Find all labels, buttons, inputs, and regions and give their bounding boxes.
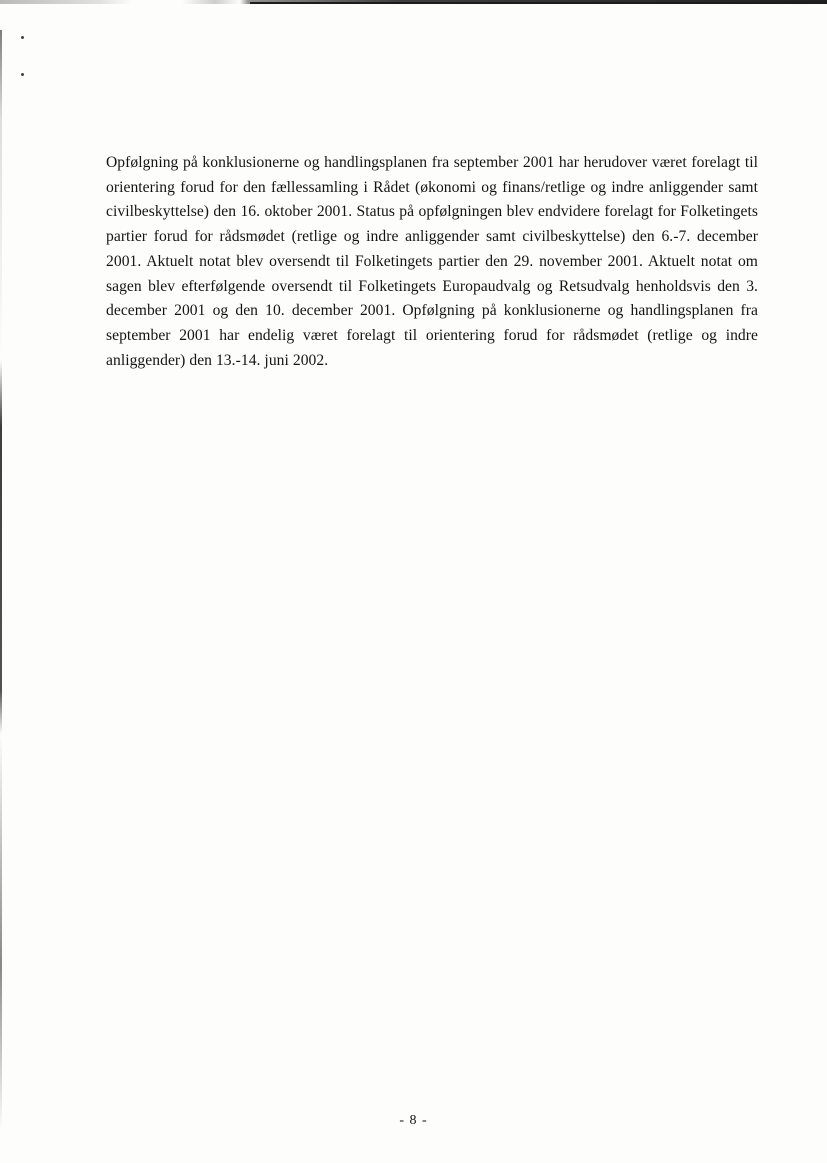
page-number: - 8 - <box>399 1113 428 1128</box>
scan-left-edge <box>0 30 2 1130</box>
scan-speck <box>21 36 24 39</box>
scan-speck <box>21 73 24 76</box>
body-paragraph: Opfølgning på konklusionerne og handlingsplanen fra september 2001 har herudover været forelagt til orientering forud for den fællessamling i Rådet (økonomi og finans/retlige og indre anliggender samt civilbeskyttelse) den 16. oktober 2001. Status på opfølgningen blev endvidere forelagt for Folketingets partier forud for rådsmødet (retlige og indre anliggender samt civilbeskyttelse) den 6.-7. december 2001. Aktuelt notat blev oversendt til Folketingets partier den 29. november 2001. Aktuelt notat om sagen blev efterfølgende oversendt til Folketingets Europaudvalg og Retsudvalg henholdsvis den 3. december 2001 og den 10. december 2001. Opfølgning på konklusionerne og handlingsplanen fra september 2001 har endelig været forelagt til orientering forud for rådsmødet (retlige og indre anliggender) den 13.-14. juni 2002. <box>106 154 758 369</box>
scan-top-line <box>250 2 827 4</box>
